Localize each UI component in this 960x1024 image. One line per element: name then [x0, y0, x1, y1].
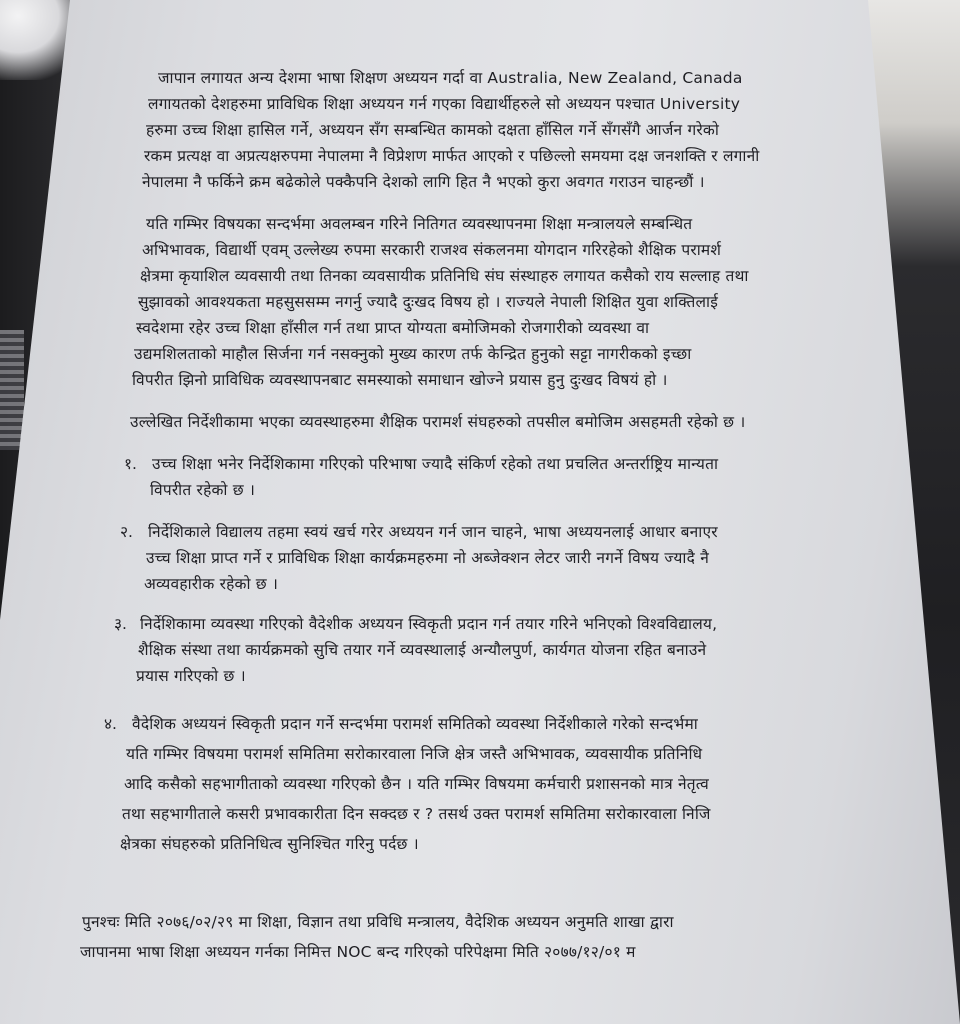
point-1-line: उच्च शिक्षा भनेर निर्देशिकामा गरिएको परिभाषा ज्यादै संकिर्ण रहेको तथा प्रचलित अन्तर्राष्ट्रिय मान्यता: [152, 455, 719, 473]
point-1-line: विपरीत रहेको छ ।: [150, 481, 256, 499]
point-3-line: शैक्षिक संस्था तथा कार्यक्रमको सुचि तयार गर्ने व्यवस्थालाई अन्यौलपुर्ण, कार्यगत योजना रहित बनाउने: [138, 641, 707, 659]
paragraph-2-line: अभिभावक, विद्यार्थी एवम् उल्लेख्य रुपमा सरकारी राजश्व संकलनमा योगदान गरिरहेको शैक्षिक परामर्श: [142, 241, 722, 259]
point-1-number: १.: [124, 455, 137, 473]
point-3-number: ३.: [114, 615, 127, 633]
point-4-line: यति गम्भिर विषयमा परामर्श समितिमा सरोकारवाला निजि क्षेत्र जस्तै अभिभावक, व्यवसायीक प्रतिनिधि: [126, 745, 703, 763]
point-2-line: अव्यवहारीक रहेको छ ।: [144, 575, 279, 593]
point-2-number: २.: [120, 523, 133, 541]
point-2-line: निर्देशिकाले विद्यालय तहमा स्वयं खर्च गरेर अध्ययन गर्न जान चाहने, भाषा अध्ययनलाई आधार बनाएर: [148, 523, 718, 541]
paragraph-2-line: क्षेत्रमा कृयाशिल व्यवसायी तथा तिनका व्यवसायीक प्रतिनिधि संघ संस्थाहरु लगायत कसैको राय सल्लाह तथा: [140, 267, 749, 285]
paragraph-1-line: रकम प्रत्यक्ष वा अप्रत्यक्षरुपमा नेपालमा नै विप्रेशण मार्फत आएको र पछिल्लो समयमा दक्ष जनशक्ति र लगानी: [144, 147, 760, 165]
point-4-number: ४.: [104, 715, 117, 733]
point-3-line: निर्देशिकामा व्यवस्था गरिएको वैदेशीक अध्ययन स्विकृती प्रदान गर्न तयार गरिने भनिएको विश्वविद्यालय,: [140, 615, 718, 633]
paragraph-1-line: लगायतको देशहरुमा प्राविधिक शिक्षा अध्ययन गर्न गएका विद्यार्थीहरुले सो अध्ययन पश्चात University: [148, 95, 741, 113]
paragraph-2-line: सुझावको आवश्यकता महसुससम्म नगर्नु ज्यादै दुःखद विषय हो । राज्यले नेपाली शिक्षित युवा शक्तिलाई: [138, 293, 719, 311]
paragraph-2-line: विपरीत झिनो प्राविधिक व्यवस्थापनबाट समस्याको समाधान खोज्ने प्रयास हुनु दुःखद विषयं हो ।: [132, 371, 668, 389]
point-4-line: वैदेशिक अध्ययनं स्विकृती प्रदान गर्ने सन्दर्भमा परामर्श समितिको व्यवस्था निर्देशीकाले गरेको सन्दर्भमा: [132, 715, 698, 733]
paragraph-2-line: यति गम्भिर विषयका सन्दर्भमा अवलम्बन गरिने नितिगत व्यवस्थापनमा शिक्षा मन्त्रालयले सम्बन्धित: [146, 215, 693, 233]
point-2-line: उच्च शिक्षा प्राप्त गर्ने र प्राविधिक शिक्षा कार्यक्रमहरुमा नो अब्जेक्शन लेटर जारी नगर्ने विषय ज्यादै नै: [146, 549, 709, 567]
postscript-line: जापानमा भाषा शिक्षा अध्ययन गर्नका निमित्त NOC बन्द गरिएको परिपेक्षमा मिति २०७७/१२/०१ म: [80, 943, 636, 961]
point-3-line: प्रयास गरिएको छ ।: [136, 667, 246, 685]
paragraph-1-line: जापान लगायत अन्य देशमा भाषा शिक्षण अध्ययन गर्दा वा Australia, New Zealand, Canada: [158, 69, 743, 87]
paragraph-1-line: नेपालमा नै फर्किने क्रम बढेकोले पक्कैपनि देशको लागि हित नै भएको कुरा अवगत गराउन चाहन्छौं ।: [142, 173, 705, 191]
paragraph-1-line: हरुमा उच्च शिक्षा हासिल गर्ने, अध्ययन सँग सम्बन्धित कामको दक्षता हाँसिल गर्ने सँगसँगै आर्जन गरेको: [146, 121, 720, 139]
paragraph-2-line: उद्यमशिलताको माहौल सिर्जना गर्न नसक्नुको मुख्य कारण तर्फ केन्द्रित हुनुको सट्टा नागरीकको इच्छा: [134, 345, 692, 363]
point-4-line: तथा सहभागीताले कसरी प्रभावकारीता दिन सक्दछ र ? तसर्थ उक्त परामर्श समितिमा सरोकारवाला निजि: [122, 805, 711, 823]
intro-line: उल्लेखित निर्देशीकामा भएका व्यवस्थाहरुमा शैक्षिक परामर्श संघहरुको तपसील बमोजिम असहमती रहेको छ ।: [130, 413, 746, 431]
point-4-line: आदि कसैको सहभागीताको व्यवस्था गरिएको छैन । यति गम्भिर विषयमा कर्मचारी प्रशासनको मात्र नेतृत्व: [124, 775, 709, 793]
point-4-line: क्षेत्रका संघहरुको प्रतिनिधित्व सुनिश्चित गरिनु पर्दछ ।: [120, 835, 419, 853]
postscript-line: पुनश्चः मिति २०७६/०२/२९ मा शिक्षा, विज्ञान तथा प्रविधि मन्त्रालय, वैदेशिक अध्ययन अनुमति शाखा द्वारा: [82, 913, 674, 931]
paragraph-2-line: स्वदेशमा रहेर उच्च शिक्षा हाँसील गर्न तथा प्राप्त योग्यता बमोजिमको रोजगारीको व्यवस्था वा: [136, 319, 650, 337]
